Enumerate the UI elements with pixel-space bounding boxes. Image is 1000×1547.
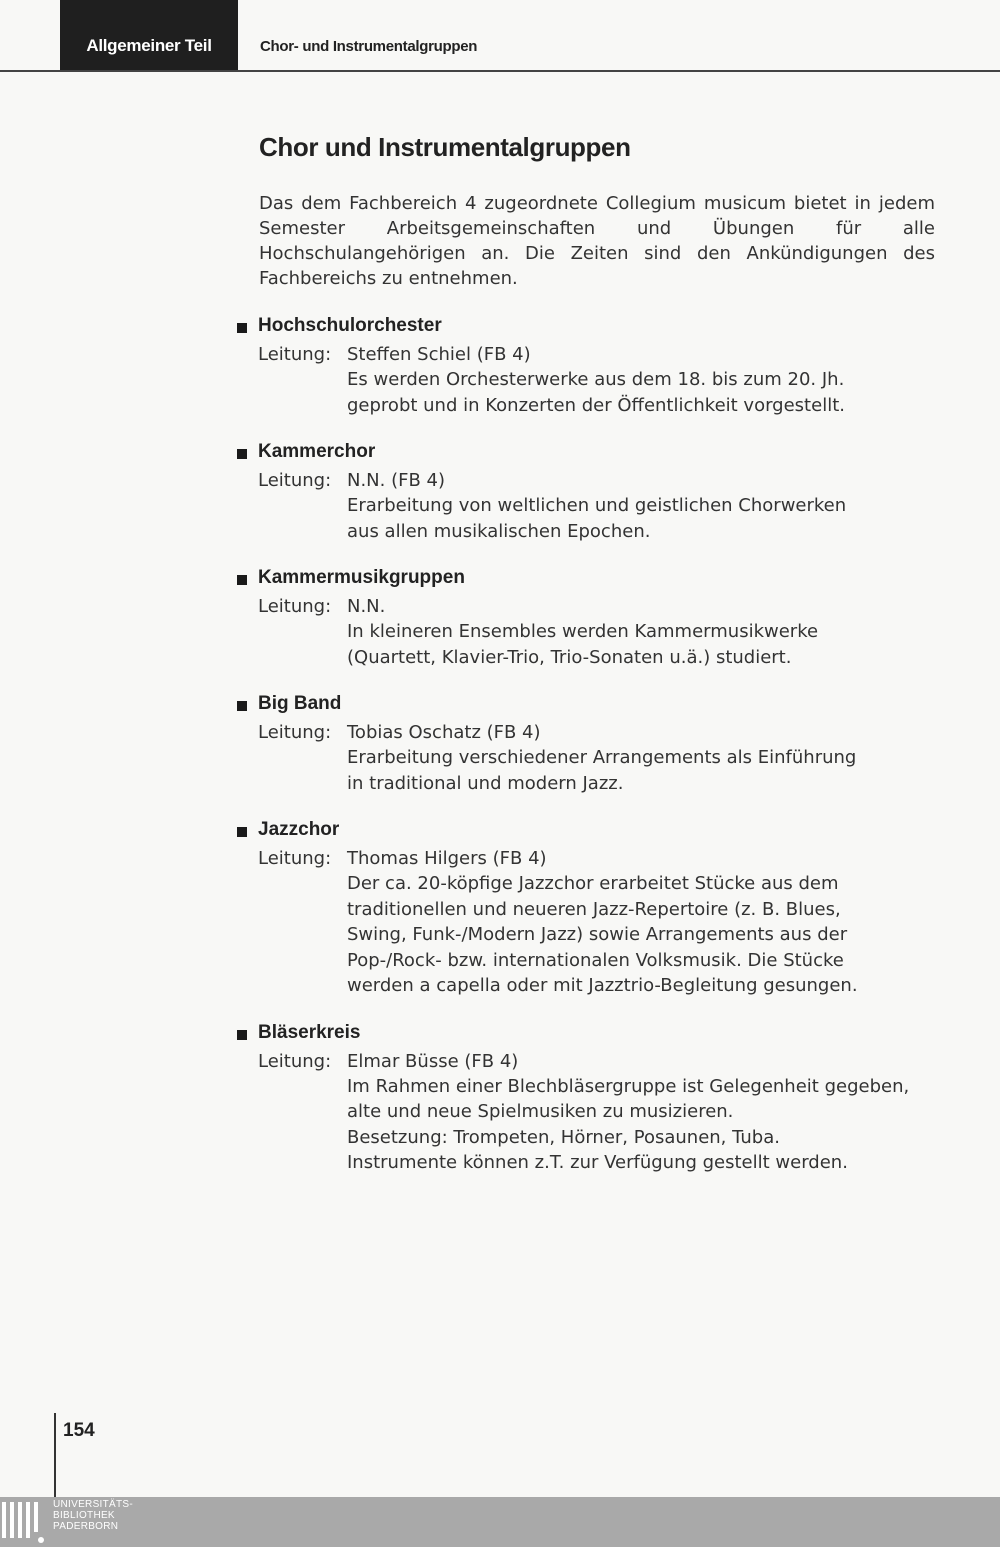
lead-label: Leitung: [258,1050,332,1072]
lead-row [0,342,1000,367]
lead-label: Leitung: [258,848,332,869]
group-entry [0,693,1000,796]
square-bullet-icon [237,575,247,585]
lead-name: Elmar Büsse (FB 4) [347,1050,519,1072]
group-heading [0,441,1000,468]
logo-line: BIBLIOTHEK [53,1510,115,1521]
group-entry [0,567,1000,670]
description-line: traditionellen und neueren Jazz-Repertoire (z. B. Blues, [347,898,841,920]
lead-name: Tobias Oschatz (FB 4) [347,722,541,743]
lead-label: Leitung: [258,722,332,743]
header-tab [60,0,238,71]
footer-bar [0,1497,1000,1547]
page-title: Chor und Instrumentalgruppen [259,132,631,162]
square-bullet-icon [237,827,247,837]
lead-name: Thomas Hilgers (FB 4) [347,848,547,869]
description-line: Besetzung: Trompeten, Hörner, Posaunen, Tuba. [347,1126,780,1148]
group-name: Kammerchor [258,441,376,462]
description-line: Der ca. 20-köpfige Jazzchor erarbeitet Stücke aus dem [347,873,839,894]
group-entry [0,1022,1000,1176]
square-bullet-icon [237,323,247,333]
intro-paragraph: Das dem Fachbereich 4 zugeordnete Collegium musicum bietet in jedem Semester Arbeitsgemeinschaften und Übungen für alle Hochschulangehörigen an. Die Zeiten sind den Ankündigungen des Fachbereichs zu entnehmen. [259,193,935,289]
description-line: aus allen musikalischen Epochen. [347,520,651,542]
group-entry [0,441,1000,544]
lead-name: Steffen Schiel (FB 4) [347,344,531,365]
description-line: In kleineren Ensembles werden Kammermusikwerke [347,621,819,642]
logo-line: PADERBORN [53,1521,119,1532]
page-number: 154 [63,1420,95,1441]
description-line: Es werden Orchesterwerke aus dem 18. bis zum 20. Jh. [347,369,845,390]
group-list [0,315,1000,1199]
library-logo-icon [0,1500,48,1544]
lead-name: N.N. (FB 4) [347,470,446,491]
description-line: Pop-/Rock- bzw. internationalen Volksmusik. Die Stücke [347,949,844,971]
lead-row [0,468,1000,493]
description-line: Im Rahmen einer Blechbläsergruppe ist Gelegenheit gegeben, [347,1075,910,1097]
header-divider [0,70,1000,72]
description-line: geprobt und in Konzerten der Öffentlichkeit vorgestellt. [347,394,845,416]
header-tab-label: Allgemeiner Teil [86,36,212,55]
lead-row [0,846,1000,871]
square-bullet-icon [237,701,247,711]
lead-label: Leitung: [258,470,332,491]
description-line: Erarbeitung verschiedener Arrangements als Einführung [347,747,857,768]
group-name: Kammermusikgruppen [258,567,465,588]
group-name: Bläserkreis [258,1021,361,1043]
group-heading [0,567,1000,594]
description-line: Instrumente können z.T. zur Verfügung gestellt werden. [347,1152,848,1173]
lead-name: N.N. [347,596,386,617]
description-line: alte und neue Spielmusiken zu musizieren. [347,1101,734,1122]
description-line: Erarbeitung von weltlichen und geistlichen Chorwerken [347,495,847,516]
description-line: werden a capella oder mit Jazztrio-Begleitung gesungen. [347,975,858,996]
group-heading [0,315,1000,342]
description-line: in traditional und modern Jazz. [347,772,624,794]
logo-line: UNIVERSITÄTS- [53,1499,134,1510]
group-entry [0,819,1000,999]
group-name: Hochschulorchester [258,315,442,336]
lead-row [0,594,1000,619]
group-name: Big Band [258,693,342,714]
group-heading [0,1022,1000,1049]
lead-row [0,1049,1000,1074]
group-heading [0,819,1000,846]
header-section-label: Chor- und Instrumentalgruppen [260,38,478,55]
lead-label: Leitung: [258,596,332,617]
description-line: (Quartett, Klavier-Trio, Trio-Sonaten u.ä.) studiert. [347,646,792,668]
square-bullet-icon [237,449,247,459]
library-logo-text [53,1499,133,1532]
margin-rule [54,1413,56,1498]
group-entry [0,315,1000,418]
square-bullet-icon [237,1030,247,1040]
lead-row [0,720,1000,745]
group-name: Jazzchor [258,819,340,840]
lead-label: Leitung: [258,344,332,365]
group-heading [0,693,1000,720]
description-line: Swing, Funk-/Modern Jazz) sowie Arrangements aus der [347,924,848,945]
